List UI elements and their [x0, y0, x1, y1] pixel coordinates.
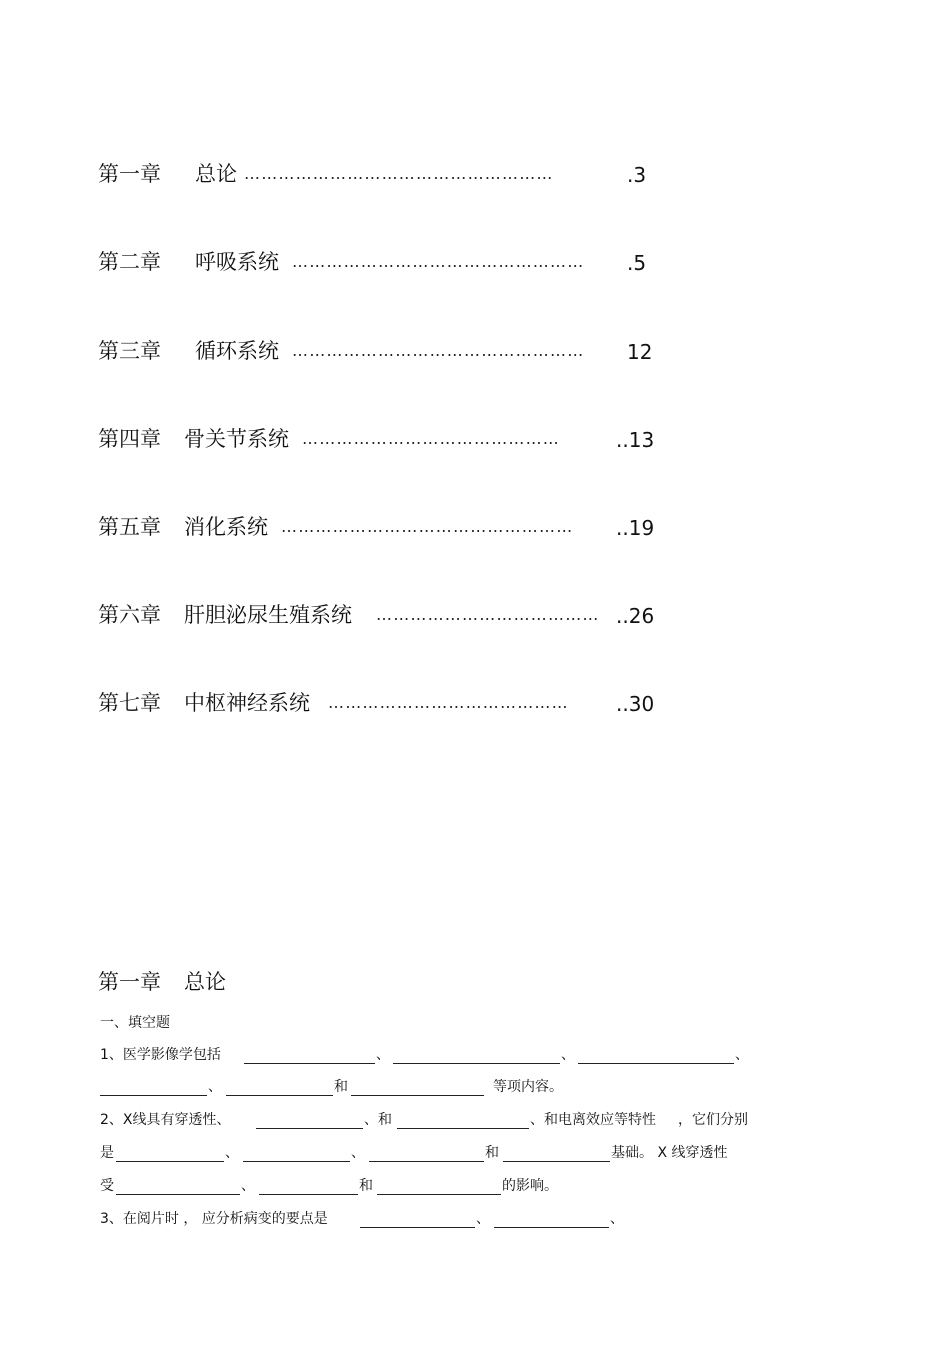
toc-leader-1: ………………………………………………: [244, 164, 554, 183]
toc-leader-3: ……………………………………………: [292, 341, 585, 360]
toc-chapter-5: 第五章: [98, 515, 161, 539]
q2-sep-a: 、: [225, 1145, 239, 1161]
q2-line3-tail: 的影响。: [502, 1178, 558, 1194]
toc-leader-7: ……………………………………: [328, 693, 569, 712]
q2-prefix: 2、X线具有穿透性、: [100, 1112, 231, 1128]
toc-page-7: ..30: [616, 692, 655, 716]
q1-blank-5[interactable]: [226, 1095, 333, 1096]
toc-title-5[interactable]: 消化系统: [184, 515, 268, 539]
q2-mid: 、和电离效应等特性: [530, 1112, 656, 1128]
q2-sep-b: 、: [351, 1145, 365, 1161]
toc-page-1: .3: [627, 163, 647, 187]
q2-blank-6[interactable]: [503, 1161, 610, 1162]
q2-blank-9[interactable]: [377, 1194, 501, 1195]
q2-blank-2[interactable]: [397, 1128, 529, 1129]
toc-chapter-7: 第七章: [98, 691, 161, 715]
q1-blank-1[interactable]: [244, 1063, 375, 1064]
toc-page-5: ..19: [616, 516, 655, 540]
toc-title-4[interactable]: 骨关节系统: [184, 427, 289, 451]
q2-blank-1[interactable]: [256, 1128, 363, 1129]
q1-sep-b: 、: [561, 1047, 575, 1063]
q1-blank-3[interactable]: [578, 1063, 734, 1064]
toc-leader-5: ……………………………………………: [281, 517, 574, 536]
q2-line2-tail: 基础。 X 线穿透性: [611, 1145, 728, 1161]
q1-sep-d: 、: [208, 1079, 222, 1095]
q2-blank-5[interactable]: [369, 1161, 484, 1162]
toc-title-1[interactable]: 总论: [195, 162, 237, 186]
q2-blank-3[interactable]: [116, 1161, 224, 1162]
q1-prefix: 1、医学影像学包括: [100, 1047, 221, 1063]
q3-sep-b: 、: [610, 1211, 624, 1227]
q1-tail: 等项内容。: [493, 1079, 563, 1095]
q3-prefix: 3、在阅片时 ， 应分析病变的要点是: [100, 1211, 328, 1227]
toc-title-7[interactable]: 中枢神经系统: [184, 691, 310, 715]
toc-leader-4: ………………………………………: [302, 429, 560, 448]
q1-and: 和: [334, 1079, 348, 1095]
q1-blank-2[interactable]: [393, 1063, 560, 1064]
toc-chapter-1: 第一章: [98, 162, 161, 186]
q2-sep-c: 、: [241, 1178, 255, 1194]
section-chapter-label: 第一章: [98, 970, 161, 994]
q2-tail: ，它们分别: [678, 1112, 748, 1128]
toc-page-4: ..13: [616, 428, 655, 452]
q2-blank-8[interactable]: [259, 1194, 358, 1195]
toc-chapter-6: 第六章: [98, 603, 161, 627]
q3-blank-1[interactable]: [360, 1227, 475, 1228]
section-subheading: 一、填空题: [100, 1015, 170, 1031]
q1-sep-c: 、: [735, 1047, 749, 1063]
toc-leader-2: ……………………………………………: [292, 252, 585, 271]
toc-leader-6: …………………………………: [376, 605, 600, 624]
toc-chapter-2: 第二章: [98, 250, 161, 274]
q2-line3-prefix: 受: [100, 1178, 114, 1194]
q2-and-3: 和: [359, 1178, 373, 1194]
q2-blank-7[interactable]: [116, 1194, 240, 1195]
q2-and-1: 、和: [364, 1112, 392, 1128]
section-title: 总论: [184, 970, 226, 994]
q3-blank-2[interactable]: [494, 1227, 609, 1228]
toc-title-3[interactable]: 循环系统: [195, 339, 279, 363]
toc-page-3: 12: [627, 340, 653, 364]
q2-and-2: 和: [485, 1145, 499, 1161]
toc-page-2: .5: [627, 251, 647, 275]
q2-line2-prefix: 是: [100, 1145, 114, 1161]
q3-sep-a: 、: [476, 1211, 490, 1227]
toc-title-2[interactable]: 呼吸系统: [195, 250, 279, 274]
toc-chapter-4: 第四章: [98, 427, 161, 451]
q1-blank-6[interactable]: [351, 1095, 484, 1096]
q1-blank-4[interactable]: [100, 1095, 207, 1096]
q2-blank-4[interactable]: [243, 1161, 350, 1162]
q1-sep-a: 、: [376, 1047, 390, 1063]
toc-page-6: ..26: [616, 604, 655, 628]
toc-chapter-3: 第三章: [98, 339, 161, 363]
toc-title-6[interactable]: 肝胆泌尿生殖系统: [184, 603, 352, 627]
